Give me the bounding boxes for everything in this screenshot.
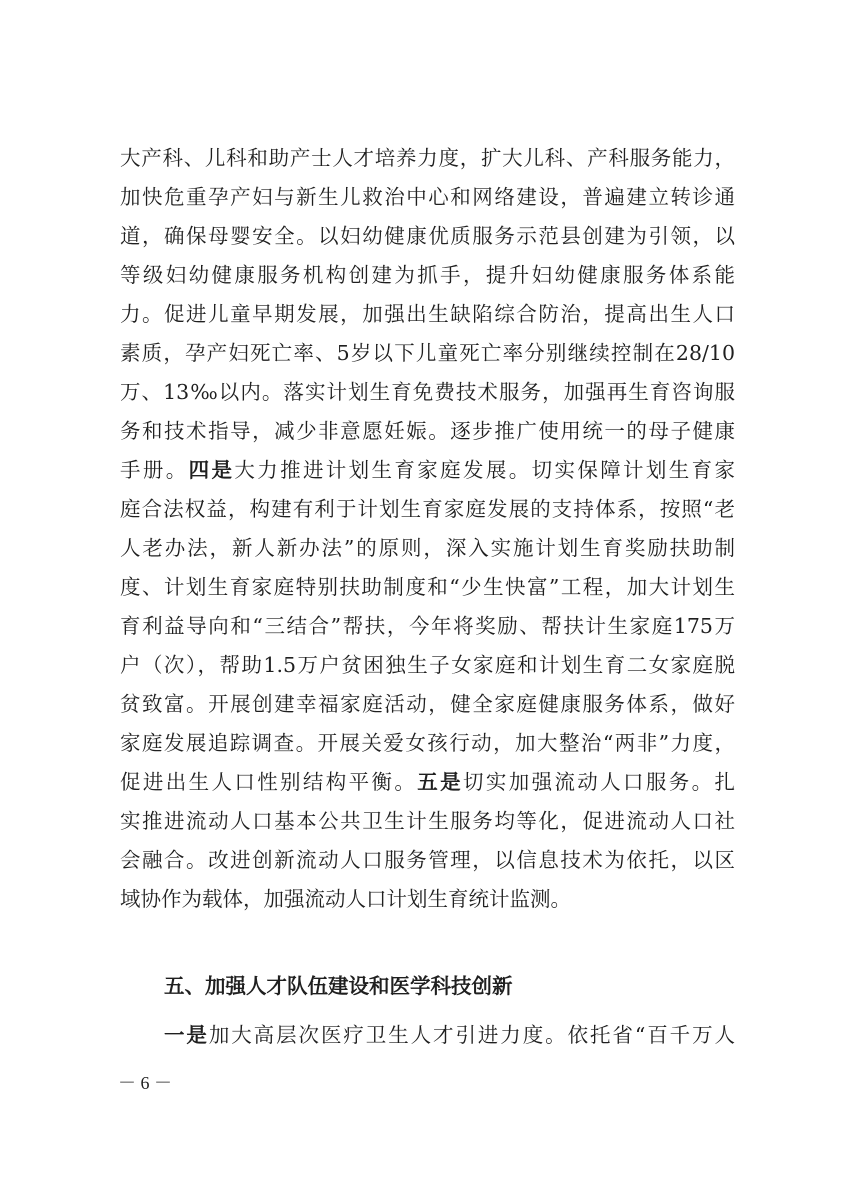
text-run: 会融合。改进创新流动人口服务管理，以信息技术为依托，以区 (120, 848, 735, 872)
text-run: 加大高层次医疗卫生人才引进力度。依托省“百千万人 (208, 1023, 735, 1047)
text-run: 务和技术指导，减少非意愿妊娠。逐步推广使用统一的母子健康 (120, 419, 735, 443)
text-line (120, 608, 735, 644)
text-run: 实推进流动人口基本公共卫生计生服务均等化，促进流动人口社 (120, 809, 735, 833)
text-run: 手册。 (120, 458, 189, 482)
text-run: 域协作为载体，加强流动人口计划生育统计监测。 (120, 887, 571, 911)
text-line (120, 842, 735, 878)
text-run: 促进出生人口性别结构平衡。 (120, 770, 418, 794)
text-line (120, 569, 735, 605)
text-line (120, 725, 735, 761)
text-line (120, 296, 735, 332)
text-run: 家庭发展追踪调查。开展关爱女孩行动，加大整治“两非”力度， (120, 731, 735, 755)
text-line (120, 803, 735, 839)
text-line (120, 881, 571, 917)
text-run: 大产科、儿科和助产士人才培养力度，扩大儿科、产科服务能力， (120, 146, 735, 170)
text-run: 庭合法权益，构建有利于计划生育家庭发展的支持体系，按照“老 (120, 497, 735, 521)
bold-lead: 四是 (188, 458, 235, 482)
text-run: 大力推进计划生育家庭发展。切实保障计划生育家 (234, 458, 736, 482)
text-run: 等级妇幼健康服务机构创建为抓手，提升妇幼健康服务体系能 (120, 263, 735, 287)
text-run: 素质，孕产妇死亡率、5岁以下儿童死亡率分别继续控制在28/10 (120, 341, 735, 365)
page-number: － 6 － (118, 1073, 172, 1093)
text-line (120, 647, 735, 683)
text-run: 道，确保母婴安全。以妇幼健康优质服务示范县创建为引领，以 (120, 224, 735, 248)
text-run: 加快危重孕产妇与新生儿救治中心和网络建设，普遍建立转诊通 (120, 185, 735, 209)
text-line (120, 257, 735, 293)
text-line-final (164, 1017, 735, 1053)
text-line (120, 686, 735, 722)
text-run: 贫致富。开展创建幸福家庭活动，健全家庭健康服务体系，做好 (120, 692, 735, 716)
text-line (120, 764, 735, 800)
text-line (120, 413, 735, 449)
bold-lead: 一是 (164, 1023, 209, 1047)
text-line (120, 335, 735, 371)
text-line (120, 452, 735, 488)
text-run: 育利益导向和“三结合”帮扶，今年将奖励、帮扶计生家庭175万 (120, 614, 735, 638)
text-line (120, 218, 735, 254)
text-run: 万、13‰以内。落实计划生育免费技术服务，加强再生育咨询服 (120, 380, 735, 404)
text-line (120, 179, 735, 215)
text-run: 户（次），帮助1.5万户贫困独生子女家庭和计划生育二女家庭脱 (120, 653, 735, 677)
text-line (120, 530, 735, 566)
text-line (120, 374, 735, 410)
text-run: 人老办法，新人新办法”的原则，深入实施计划生育奖励扶助制 (120, 536, 735, 560)
text-run: 度、计划生育家庭特别扶助制度和“少生快富”工程，加大计划生 (120, 575, 735, 599)
section-heading: 五、加强人才队伍建设和医学科技创新 (164, 974, 513, 998)
text-line (120, 491, 735, 527)
text-line (120, 140, 735, 176)
bold-lead: 五是 (417, 770, 463, 794)
text-run: 切实加强流动人口服务。扎 (462, 770, 736, 794)
text-run: 力。促进儿童早期发展，加强出生缺陷综合防治，提高出生人口 (120, 302, 735, 326)
